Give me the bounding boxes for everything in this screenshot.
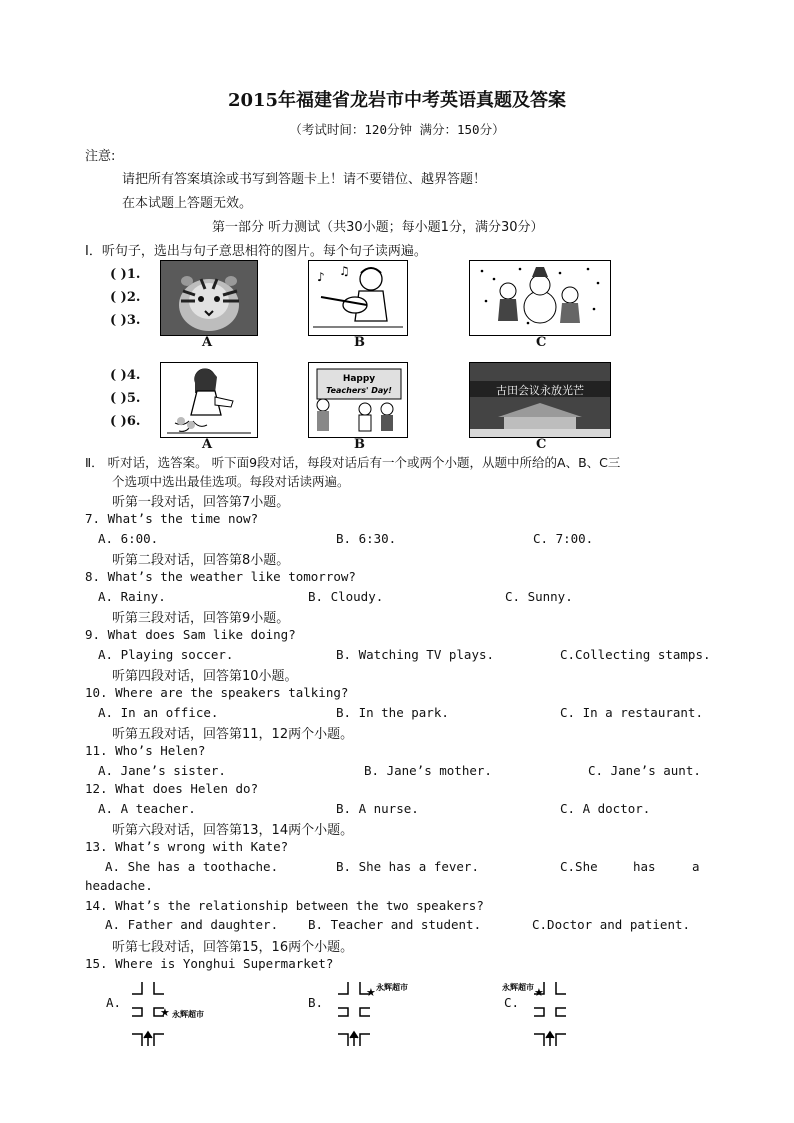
board-text-1: Happy (342, 374, 376, 384)
label-c-row-2: C (536, 437, 547, 452)
label-a-row-1: A (202, 335, 213, 350)
q13-option-c-part-4: headache. (85, 878, 153, 893)
map-c (500, 976, 610, 1050)
notice-line-1: 请把所有答案填涂或书写到答题卡上！请不要错位、越界答题！ (122, 172, 487, 187)
map-a-store: 永辉超市 (172, 1010, 204, 1019)
q11-option-a: A. Jane’s sister. (98, 763, 226, 778)
exam-info: （考试时间：120分钟 满分：150分） (289, 122, 505, 137)
dialogue-5-note: 听第五段对话，回答第11，12两个小题。 (112, 727, 354, 742)
question-15: 15. Where is Yonghui Supermarket? (85, 956, 334, 971)
q8-option-a: A. Rainy. (98, 589, 166, 604)
q13-option-b: B. She has a fever. (336, 859, 479, 874)
snowman-picture (469, 260, 611, 336)
q9-option-c: C.Collecting stamps. (560, 647, 711, 662)
q9-option-b: B. Watching TV plays. (336, 647, 495, 662)
question-7: 7. What’s the time now? (85, 511, 259, 526)
svg-text:★: ★ (160, 1006, 170, 1019)
q11-option-c: C. Jane’s aunt. (588, 763, 701, 778)
q10-option-c: C. In a restaurant. (560, 705, 703, 720)
sign-text: 古田会议永放光芒 (496, 384, 584, 397)
answer-slot-5: ( )5. (110, 391, 141, 406)
q14-option-a: A. Father and daughter. (105, 917, 279, 932)
gutian-picture (469, 362, 611, 438)
notice-line-2: 在本试题上答题无效。 (122, 196, 253, 211)
q14-option-c: C.Doctor and patient. (532, 917, 691, 932)
q10-option-b: B. In the park. (336, 705, 449, 720)
dialogue-2-note: 听第二段对话，回答第8小题。 (112, 553, 290, 568)
question-12: 12. What does Helen do? (85, 781, 259, 796)
dialogue-3-note: 听第三段对话，回答第9小题。 (112, 611, 290, 626)
watering-flowers-picture (160, 362, 258, 438)
board-text-2: Teachers' Day! (326, 386, 392, 395)
question-10: 10. Where are the speakers talking? (85, 685, 349, 700)
q7-option-c: C. 7:00. (533, 531, 594, 546)
q11-option-b: B. Jane’s mother. (364, 763, 492, 778)
q13-option-c-part-2: has (633, 859, 656, 874)
label-b-row-1: B (354, 335, 365, 350)
q8-option-c: C. Sunny. (505, 589, 573, 604)
q7-option-b: B. 6:30. (336, 531, 397, 546)
map-b (332, 976, 442, 1050)
question-9: 9. What does Sam like doing? (85, 627, 296, 642)
dialogue-6-note: 听第六段对话，回答第13，14两个小题。 (112, 823, 354, 838)
question-13: 13. What’s wrong with Kate? (85, 839, 289, 854)
part-1-heading: 第一部分 听力测试（共30小题；每小题1分，满分30分） (212, 220, 544, 235)
q8-option-b: B. Cloudy. (308, 589, 384, 604)
page-title: 2015年福建省龙岩市中考英语真题及答案 (227, 90, 567, 111)
dialogue-7-note: 听第七段对话，回答第15，16两个小题。 (112, 940, 354, 955)
map-b-store: 永辉超市 (376, 983, 408, 992)
answer-slot-1: ( )1. (110, 267, 141, 282)
section-2-heading-2: 个选项中选出最佳选项。每段对话读两遍。 (112, 474, 350, 489)
q14-option-b: B. Teacher and student. (308, 917, 482, 932)
q13-option-c-part-3: a (692, 859, 700, 874)
label-c-row-1: C (536, 335, 547, 350)
dialogue-4-note: 听第四段对话，回答第10小题。 (112, 669, 298, 684)
guitar-boy-picture (308, 260, 408, 336)
teachers-day-picture (308, 362, 408, 438)
notice-heading: 注意: (85, 149, 116, 164)
map-a-label: A. (106, 995, 122, 1010)
map-a (126, 976, 236, 1050)
map-b-label: B. (308, 995, 324, 1010)
answer-slot-3: ( )3. (110, 313, 141, 328)
answer-slot-6: ( )6. (110, 414, 141, 429)
label-a-row-2: A (202, 437, 213, 452)
question-14: 14. What’s the relationship between the two speakers? (85, 898, 484, 913)
question-8: 8. What’s the weather like tomorrow? (85, 569, 356, 584)
svg-text:★: ★ (534, 986, 544, 999)
section-2-heading-1: Ⅱ． 听对话，选答案。 听下面9段对话，每段对话后有一个或两个小题，从题中所给的A、B、C三 (85, 455, 621, 470)
q13-option-c-part-1: C.She (560, 859, 598, 874)
q12-option-a: A. A teacher. (98, 801, 196, 816)
svg-text:♪: ♪ (317, 270, 325, 284)
section-1-heading: Ⅰ．听句子，选出与句子意思相符的图片。每个句子读两遍。 (85, 244, 427, 259)
map-c-store: 永辉超市 (502, 983, 534, 992)
svg-text:★: ★ (366, 986, 376, 999)
question-11: 11. Who’s Helen? (85, 743, 206, 758)
answer-slot-4: ( )4. (110, 368, 141, 383)
q13-option-a: A. She has a toothache. (105, 859, 279, 874)
q7-option-a: A. 6:00. (98, 531, 159, 546)
label-b-row-2: B (354, 437, 365, 452)
answer-slot-2: ( )2. (110, 290, 141, 305)
map-c-label: C. (504, 995, 520, 1010)
q12-option-b: B. A nurse. (336, 801, 419, 816)
q12-option-c: C. A doctor. (560, 801, 651, 816)
q9-option-a: A. Playing soccer. (98, 647, 234, 662)
dialogue-1-note: 听第一段对话，回答第7小题。 (112, 495, 290, 510)
q10-option-a: A. In an office. (98, 705, 219, 720)
svg-text:♫: ♫ (339, 264, 350, 278)
tiger-picture (160, 260, 258, 336)
